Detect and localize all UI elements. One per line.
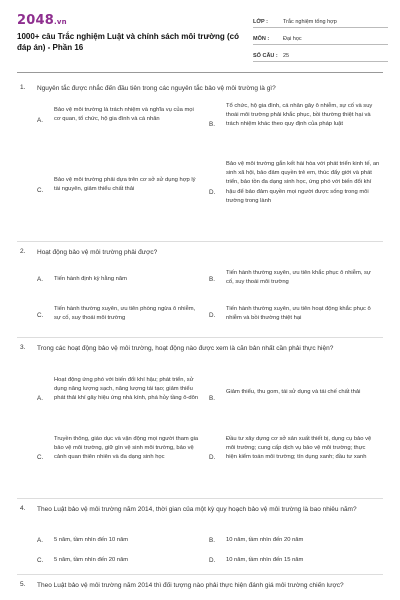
- option-letter: B.: [209, 121, 215, 128]
- option-letter: C.: [37, 454, 44, 461]
- document-header: [0, 0, 400, 68]
- option-text: Tiến hành định kỳ hằng năm: [54, 276, 127, 282]
- option-letter: A.: [37, 117, 43, 124]
- option-letter: C.: [37, 187, 44, 194]
- question-divider: [17, 574, 383, 575]
- option-letter: B.: [209, 276, 215, 283]
- meta-label: MÔN :: [253, 36, 270, 42]
- question-text: Theo Luật bảo vệ môi trường năm 2014 thì đối tượng nào phải thực hiện đánh giá môi trường chiến lược?: [37, 582, 344, 589]
- question-item: [20, 344, 382, 506]
- option-letter: C.: [37, 312, 44, 319]
- option-text: Đầu tư xây dựng cơ sở sản xuất thiết bị, dụng cụ bảo vệ môi trường; cung cấp dịch vụ bảo vệ môi trường; thực hiện kiểm toán môi trường; tín dụng xanh; đầu tư xanh: [226, 436, 372, 461]
- option-letter: D.: [209, 557, 216, 564]
- option-text: 5 năm, tầm nhìn đến 20 năm: [54, 557, 129, 563]
- meta-value: Đại học: [283, 36, 302, 42]
- option-text: Truyền thông, giáo dục và vận động mọi người tham gia bảo vệ môi trường, giữ gìn vệ sinh môi trường, bảo vệ cảnh quan thiên nhiên và đa dạng sinh học: [54, 436, 199, 461]
- question-item: [20, 84, 382, 240]
- option-text: Tiến hành thường xuyên, ưu tiên phòng ngừa ô nhiễm, sự cố, suy thoái môi trường: [54, 306, 196, 322]
- meta-value: 25: [283, 53, 290, 59]
- option-text: Giảm thiểu, thu gom, tái sử dụng và tái chế chất thải: [226, 389, 361, 395]
- question-divider: [17, 241, 383, 242]
- option-letter: D.: [209, 189, 216, 196]
- option-text: Hoạt động ứng phó với biến đổi khí hậu; phát triển, sử dụng năng lượng sạch, năng lượng tái tạo; giảm thiểu phát thải khí gây hiệu ứng nhà kính, phá hủy tầng ô-dôn: [54, 377, 199, 402]
- option-text: Tiến hành thường xuyên, ưu tiên hoạt động khắc phục ô nhiễm và bồi thường thiệt hại: [226, 306, 371, 322]
- option-text: 10 năm, tầm nhìn đến 20 năm: [226, 537, 304, 543]
- meta-count-row: [253, 46, 388, 62]
- header-divider: [17, 72, 383, 73]
- document-meta: [253, 12, 388, 62]
- option-letter: A.: [37, 537, 43, 544]
- meta-value: Trắc nghiệm tổng hợp: [283, 19, 337, 25]
- question-item: [20, 505, 382, 575]
- option-letter: D.: [209, 312, 216, 319]
- meta-label: SỐ CÂU :: [253, 53, 278, 59]
- meta-class-row: [253, 12, 388, 28]
- question-text: Nguyên tắc được nhắc đến đầu tiên trong các nguyên tắc bảo vệ môi trường là gì?: [37, 85, 276, 92]
- question-item: [20, 248, 382, 336]
- option-text: Bảo vệ môi trường là trách nhiệm và nghĩa vụ của mọi cơ quan, tổ chức, hộ gia đình và cá nhân: [54, 107, 194, 123]
- question-item: [20, 581, 382, 600]
- document-title: 1000+ câu Trắc nghiệm Luật và chính sách môi trường (có đáp án) - Phần 16: [17, 32, 239, 52]
- option-text: Bảo vệ môi trường phải dựa trên cơ sở sử dụng hợp lý tài nguyên, giảm thiểu chất thải: [54, 177, 196, 193]
- option-text: Bảo vệ môi trường gắn kết hài hòa với phát triển kinh tế, an sinh xã hội, bảo đảm quyền trẻ em, thúc đẩy giới và phát triển, bảo tồn đa dạng sinh học, ứng phó với biến đổi khí hậu để bảo đảm quyền mọi người được sống trong môi trường trong lành: [226, 161, 380, 204]
- option-letter: A.: [37, 276, 43, 283]
- option-text: 5 năm, tầm nhìn đến 10 năm: [54, 537, 129, 543]
- option-letter: D.: [209, 454, 216, 461]
- question-text: Hoạt động bảo vệ môi trường phải được?: [37, 249, 158, 256]
- question-number: 5.: [20, 581, 26, 588]
- question-number: 2.: [20, 248, 26, 255]
- question-number: 4.: [20, 505, 26, 512]
- question-divider: [17, 498, 383, 499]
- option-text: Tiến hành thường xuyên, ưu tiên khắc phục ô nhiễm, sự cố, suy thoái môi trường: [226, 270, 371, 286]
- option-letter: A.: [37, 395, 43, 402]
- option-text: 10 năm, tầm nhìn đến 15 năm: [226, 557, 304, 563]
- question-divider: [17, 337, 383, 338]
- site-logo[interactable]: 2048.vn: [17, 13, 67, 28]
- option-letter: B.: [209, 537, 215, 544]
- meta-label: LỚP :: [253, 19, 268, 25]
- question-text: Theo Luật bảo vệ môi trường năm 2014, thời gian của một kỳ quy hoạch bảo vệ môi trường là bao nhiêu năm?: [37, 506, 357, 513]
- option-text: Tổ chức, hộ gia đình, cá nhân gây ô nhiễm, sự cố và suy thoái môi trường phải khắc phục, bồi thường thiệt hại và trách nhiệm khác theo quy định của pháp luật: [226, 103, 373, 128]
- option-letter: B.: [209, 395, 215, 402]
- question-number: 1.: [20, 84, 26, 91]
- meta-subject-row: [253, 29, 388, 45]
- question-number: 3.: [20, 344, 26, 351]
- option-letter: C.: [37, 557, 44, 564]
- question-text: Trong các hoạt động bảo vệ môi trường, hoạt động nào được xem là căn bản nhất cần phải thực hiện?: [37, 345, 334, 352]
